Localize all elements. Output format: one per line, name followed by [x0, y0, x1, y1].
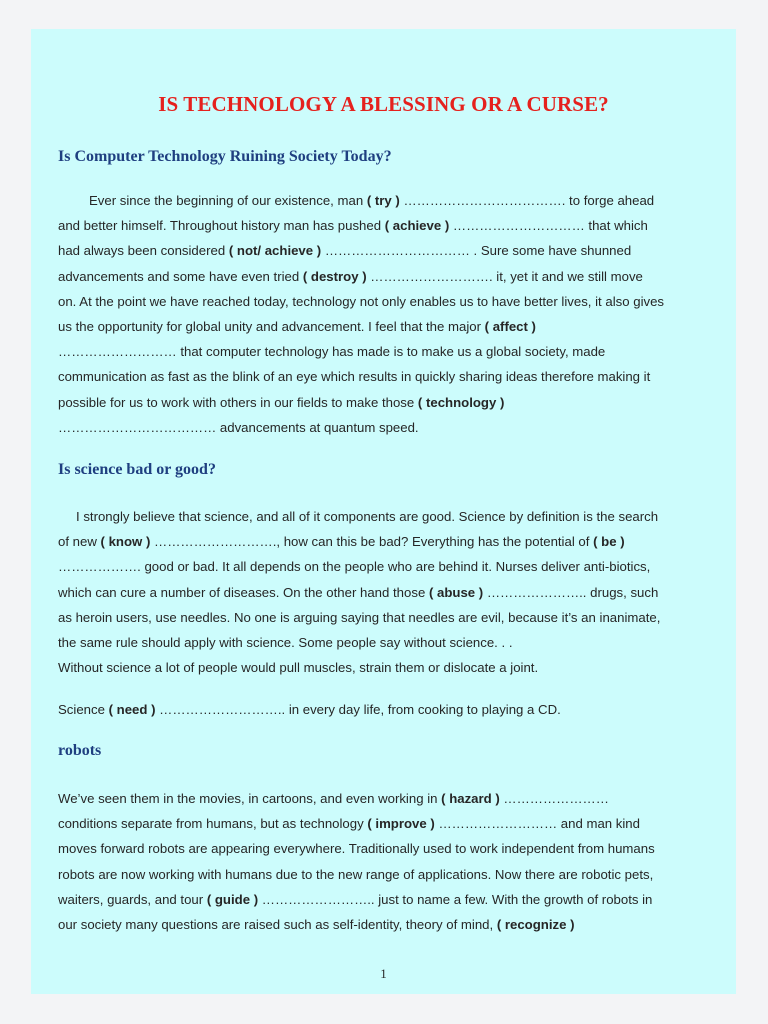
text-line: We’ve seen them in the movies, in cartoons, and even working in ( hazard ) …………………… [58, 791, 609, 806]
text-line: had always been considered ( not/ achieve ) …………………………… . Sure some have shunned [58, 243, 632, 259]
text-line: Without science a lot of people would pull muscles, strain them or dislocate a joint. [58, 660, 539, 676]
keyword-recognize: ( recognize ) [496, 916, 575, 932]
keyword-be: ( be ) [593, 534, 625, 550]
text-line: and better himself. Throughout history man has pushed ( achieve ) ………………………… that which [58, 218, 648, 234]
keyword-not-achieve: ( not/ achieve ) [228, 243, 322, 259]
text-line: communication as fast as the blink of an eye which results in quickly sharing ideas therefore making it [58, 369, 651, 385]
text-line: on. At the point we have reached today, technology not only enables us to have better lives, it also gives [58, 293, 665, 309]
text-line: waiters, guards, and tour ( guide ) …………………….. just to name a few. With the growth of robots in [58, 891, 653, 907]
document-title: IS TECHNOLOGY A BLESSING OR A CURSE? [158, 92, 609, 116]
text-line: ……………………… that computer technology has made is to make us a global society, made [58, 344, 606, 360]
keyword-need: ( need ) [108, 702, 156, 717]
keyword-affect: ( affect ) [484, 318, 536, 334]
keyword-technology: ( technology ) [417, 394, 505, 410]
page-number: 1 [380, 966, 387, 981]
text-line: possible for us to work with others in our fields to make those ( technology ) [58, 394, 505, 410]
keyword-guide: ( guide ) [206, 891, 259, 907]
keyword-improve: ( improve ) [367, 816, 435, 832]
keyword-abuse: ( abuse ) [428, 584, 484, 600]
text-line: ……………………………… advancements at quantum speed. [58, 419, 419, 435]
text-line: as heroin users, use needles. No one is arguing saying that needles are evil, because it’s an inanimate, [58, 609, 661, 625]
keyword-achieve: ( achieve ) [384, 218, 450, 234]
text-line: I strongly believe that science, and all of it components are good. Science by definition is the search [76, 509, 659, 524]
text-line: robots are now working with humans due to the new range of applications. Now there are robotic pets, [58, 866, 654, 882]
text-line: our society many questions are raised such as self-identity, theory of mind, ( recognize ) [58, 916, 575, 932]
text-line: moves forward robots are appearing everywhere. Traditionally used to work independent from humans [58, 841, 655, 857]
text-line: ………………. good or bad. It all depends on the people who are behind it. Nurses deliver anti-biotics, [58, 559, 651, 575]
text-line: us the opportunity for global unity and advancement. I feel that the major ( affect ) [58, 318, 536, 334]
paragraph-science [58, 504, 710, 680]
text-line: the same rule should apply with science. Some people say without science. . . [58, 634, 513, 650]
keyword-know: ( know ) [100, 534, 151, 550]
text-line: advancements and some have even tried ( destroy ) ………………………. it, yet it and we still move [58, 268, 643, 284]
text-line: Science ( need ) ……………………….. in every day life, from cooking to playing a CD. [58, 702, 561, 717]
document-page [31, 29, 736, 994]
section-heading-robots: robots [58, 742, 102, 759]
text-line: Ever since the beginning of our existence, man ( try ) ………………………………. to forge ahead [89, 193, 655, 208]
paragraph-robots [58, 786, 710, 937]
text-line: of new ( know ) ………………………., how can this be bad? Everything has the potential of ( be ) [58, 534, 625, 550]
keyword-destroy: ( destroy ) [302, 268, 367, 284]
keyword-hazard: ( hazard ) [441, 791, 500, 806]
keyword-try: ( try ) [366, 193, 400, 208]
text-line: conditions separate from humans, but as technology ( improve ) ……………………… and man kind [58, 816, 640, 832]
section-heading-computer-technology: Is Computer Technology Ruining Society Today? [58, 148, 392, 165]
paragraph-science-need [58, 697, 710, 722]
paragraph-computer-technology [58, 188, 710, 440]
text-line: which can cure a number of diseases. On the other hand those ( abuse ) ………………….. drugs, such [58, 584, 659, 600]
section-heading-science: Is science bad or good? [58, 461, 216, 478]
